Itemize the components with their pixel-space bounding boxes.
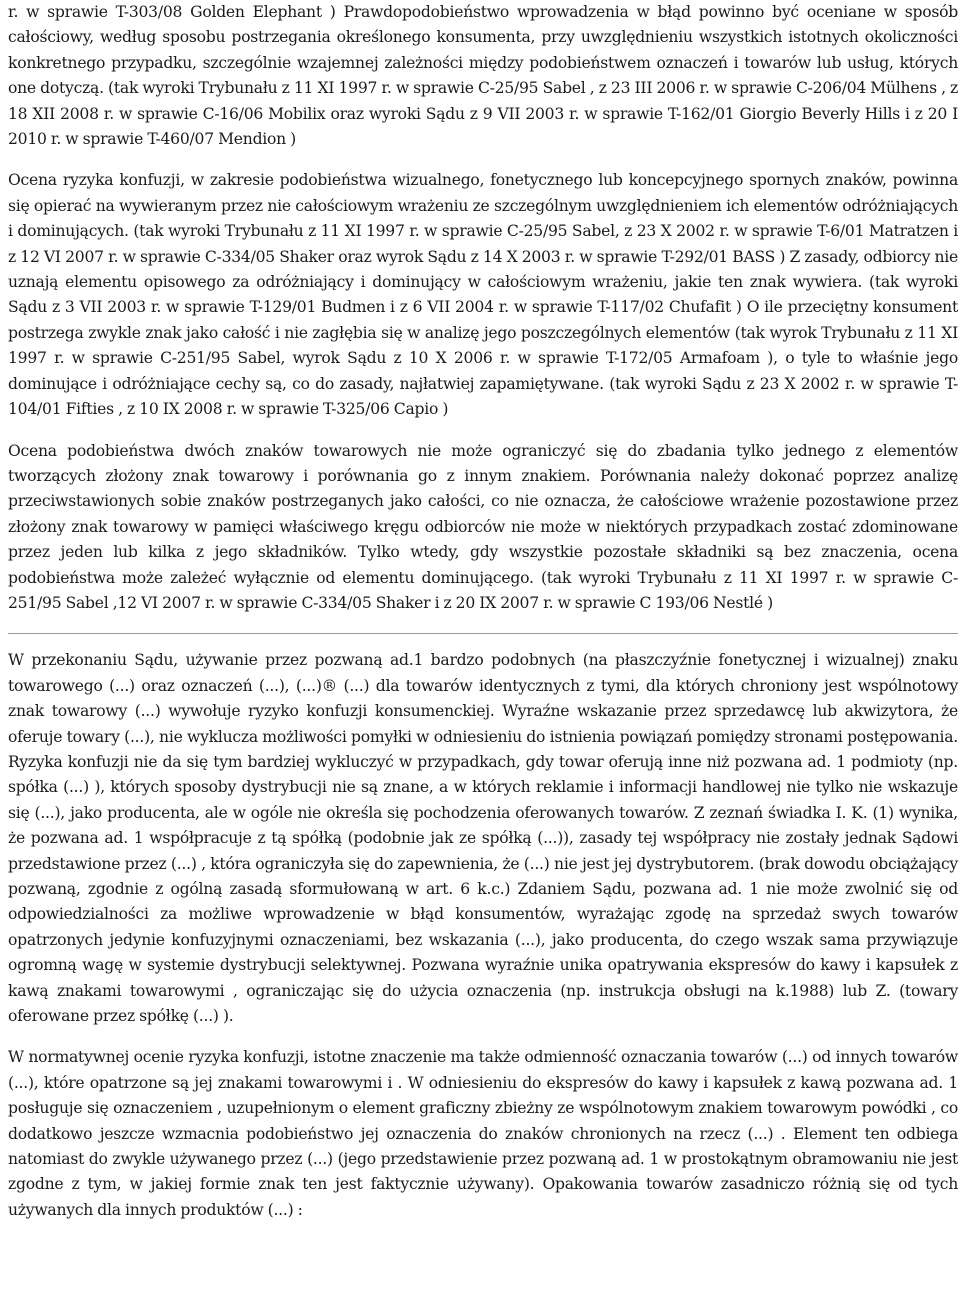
paragraph-normative-assessment: W normatywnej ocenie ryzyka konfuzji, istotne znaczenie ma także odmienność oznaczania towarów (...) od innych towarów (...), które opatrzone są jej znakami towarowymi i . W odniesieniu do ekspresów do kawy i kapsułek z kawą pozwana ad. 1 posługuje się oznaczeniem , uzupełnionym o element graficzny zbieżny ze wspólnotowym znakiem towarowym powódki , co dodatkowo jeszcze wzmacnia podobieństwo jej oznaczenia do znaków chronionych na rzecz (...) . Element ten odbiega natomiast do zwykle używanego przez (...) (jego przedstawienie przez pozwaną ad. 1 w prostokątnym obramowaniu nie jest zgodne z tym, w jakiej formie znak ten jest faktycznie używany). Opakowania towarów zasadniczo różnią się od tych używanych dla innych produktów (...) : [8,1048,958,1219]
paragraph-composite-mark: Ocena podobieństwa dwóch znaków towarowych nie może ograniczyć się do zbadania tylko jednego z elementów tworzących złożony znak towarowy i porównania go z innym znakiem. Porównania należy dokonać poprzez analizę przeciwstawionych sobie znaków postrzeganych jako całości, co nie oznacza, że całościowe wrażenie pozostawione przez złożony znak towarowy w pamięci właściwego kręgu odbiorców nie może w niektórych przypadkach zostać zdominowane przez jeden lub kilka z jego składników. Tylko wtedy, gdy wszystkie pozostałe składniki są bez znaczenia, ocena podobieństwa może zależeć wyłącznie od elementu dominującego. (tak wyroki Trybunału z 11 XI 1997 r. w sprawie C-251/95 Sabel ,12 VI 2007 r. w sprawie C-334/05 Shaker i z 20 IX 2007 r. w sprawie C 193/06 Nestlé ) [8,441,958,612]
section-divider [8,633,958,634]
paragraph-court-opinion: W przekonaniu Sądu, używanie przez pozwaną ad.1 bardzo podobnych (na płaszczyźnie fonetycznej i wizualnej) znaku towarowego (...) oraz oznaczeń (...), (...)® (...) dla towarów identycznych z tymi, dla których chroniony jest wspólnotowy znak towarowy (...) wywołuje ryzyko konfuzji konsumenckiej. Wyraźne wskazanie przez sprzedawcę lub akwizytora, że oferuje towary (...), nie wyklucza możliwości pomyłki w odniesieniu do istnienia powiązań pomiędzy stronami postępowania. Ryzyka konfuzji nie da się tym bardziej wykluczyć w przypadkach, gdy towar oferują inne niż pozwana ad. 1 podmioty (np. spółka (...) ), których sposoby dystrybucji nie są znane, a w których reklamie i informacji handlowej nie tylko nie wskazuje się (...), jako producenta, ale w ogóle nie określa się pochodzenia oferowanych towarów. Z zeznań świadka I. K. (1) wynika, że pozwana ad. 1 współpracuje z tą spółką (podobnie jak ze spółką (...)), zasady tej współpracy nie zostały jednak Sądowi przedstawione przez (...) , która ograniczyła się do zapewnienia, że (...) nie jest jej dystrybutorem. (brak dowodu obciążający pozwaną, zgodnie z ogólną zasadą sformułowaną w art. 6 k.c.) Zdaniem Sądu, pozwana ad. 1 nie może zwolnić się od odpowiedzialności za możliwe wprowadzenie w błąd konsumentów, wyrażając zgodę na sprzedaż swych towarów opatrzonych jedynie konfuzyjnymi oznaczeniami, bez wskazania (...), jako producenta, do czego wszak sama przywiązuje ogromną wagę w systemie dystrybucji selektywnej. Pozwana wyraźnie unika opatrywania ekspresów do kawy i kapsułek z kawą znakami towarowymi , ograniczając się do użycia oznaczenia (np. instrukcja obsługi na k.1988) lub Z. (towary oferowane przez spółkę (...) ). [8,651,958,1026]
paragraph-case-law-confusion: r. w sprawie T-303/08 Golden Elephant ) Prawdopodobieństwo wprowadzenia w błąd powinno być oceniane w sposób całościowy, według sposobu postrzegania określonego konsumenta, przy uwzględnieniu wszystkich istotnych okoliczności konkretnego przypadku, szczególnie wzajemnej zależności między podobieństwem oznaczeń i towarów lub usług, których one dotyczą. (tak wyroki Trybunału z 11 XI 1997 r. w sprawie C-25/95 Sabel , z 23 III 2006 r. w sprawie C-206/04 Mülhens , z 18 XII 2008 r. w sprawie C-16/06 Mobilix oraz wyroki Sądu z 9 VII 2003 r. w sprawie T-162/01 Giorgio Beverly Hills i z 20 I 2010 r. w sprawie T-460/07 Mendion ) [8,3,958,149]
document-page [8,0,958,1223]
paragraph-overall-impression: Ocena ryzyka konfuzji, w zakresie podobieństwa wizualnego, fonetycznego lub koncepcyjnego spornych znaków, powinna się opierać na wywieranym przez nie całościowym wrażeniu ze szczególnym uwzględnieniem ich elementów odróżniających i dominujących. (tak wyroki Trybunału z 11 XI 1997 r. w sprawie C-25/95 Sabel, z 23 X 2002 r. w sprawie T-6/01 Matratzen i z 12 VI 2007 r. w sprawie C-334/05 Shaker oraz wyrok Sądu z 14 X 2003 r. w sprawie T-292/01 BASS ) Z zasady, odbiorcy nie uznają elementu opisowego za odróżniający i dominujący w całościowym wrażeniu, jakie ten znak wywiera. (tak wyroki Sądu z 3 VII 2003 r. w sprawie T-129/01 Budmen i z 6 VII 2004 r. w sprawie T-117/02 Chufafit ) O ile przeciętny konsument postrzega zwykle znak jako całość i nie zagłębia się w analizę jego poszczególnych elementów (tak wyrok Trybunału z 11 XI 1997 r. w sprawie C-251/95 Sabel, wyrok Sądu z 10 X 2006 r. w sprawie T-172/05 Armafoam ), o tyle to właśnie jego dominujące i odróżniające cechy są, co do zasady, najłatwiej zapamiętywane. (tak wyroki Sądu z 23 X 2002 r. w sprawie T-104/01 Fifties , z 10 IX 2008 r. w sprawie T-325/06 Capio ) [8,171,958,419]
